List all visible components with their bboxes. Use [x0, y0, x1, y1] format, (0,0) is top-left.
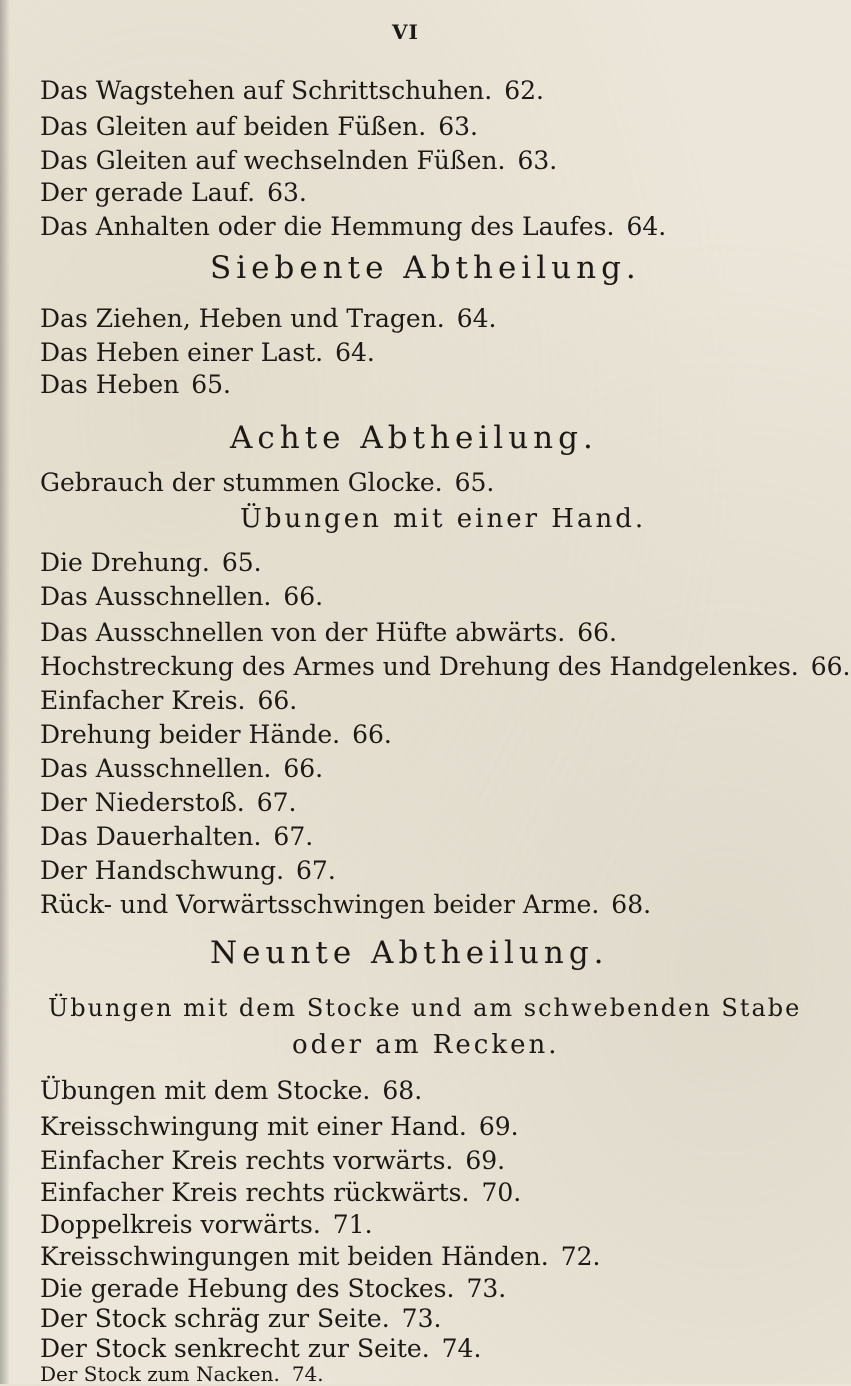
toc-entry: Der Stock schräg zur Seite. 73. — [40, 1304, 442, 1333]
toc-entry: Die gerade Hebung des Stockes. 73. — [40, 1274, 507, 1303]
section-heading-siebente: Siebente Abtheilung. — [210, 250, 641, 286]
toc-entry: Das Heben 65. — [40, 370, 231, 399]
toc-entry: Einfacher Kreis. 66. — [40, 686, 298, 715]
section-subheading-neunte-2: oder am Recken. — [292, 1030, 560, 1060]
toc-entry: Einfacher Kreis rechts rückwärts. 70. — [40, 1178, 522, 1207]
toc-entry: Der gerade Lauf. 63. — [40, 178, 307, 207]
section-heading-neunte: Neunte Abtheilung. — [210, 935, 609, 971]
toc-entry: Das Ziehen, Heben und Tragen. 64. — [40, 304, 497, 333]
toc-entry: Das Ausschnellen von der Hüfte abwärts. 66. — [40, 618, 617, 647]
toc-entry: Drehung beider Hände. 66. — [40, 720, 392, 749]
toc-entry: Das Wagstehen auf Schrittschuhen. 62. — [40, 76, 544, 105]
toc-entry: Das Ausschnellen. 66. — [40, 582, 324, 611]
section-heading-achte: Achte Abtheilung. — [230, 420, 598, 456]
toc-entry: Rück- und Vorwärtsschwingen beider Arme. 68. — [40, 890, 652, 919]
toc-entry: Das Gleiten auf wechselnden Füßen. 63. — [40, 146, 558, 175]
toc-entry: Das Heben einer Last. 64. — [40, 338, 375, 367]
toc-entry: Der Stock zum Nacken. 74. — [40, 1362, 324, 1386]
page-edge-shadow — [0, 0, 10, 1384]
section-subheading-achte: Übungen mit einer Hand. — [240, 504, 647, 534]
toc-entry: Der Handschwung. 67. — [40, 856, 336, 885]
toc-entry: Das Anhalten oder die Hemmung des Laufes. 64. — [40, 212, 667, 241]
toc-entry: Das Ausschnellen. 66. — [40, 754, 324, 783]
toc-entry: Hochstreckung des Armes und Drehung des Handgelenkes. 66. — [40, 652, 851, 681]
toc-entry: Das Gleiten auf beiden Füßen. 63. — [40, 112, 478, 141]
toc-entry: Kreisschwingung mit einer Hand. 69. — [40, 1112, 519, 1141]
toc-entry: Doppelkreis vorwärts. 71. — [40, 1210, 373, 1239]
toc-entry: Das Dauerhalten. 67. — [40, 822, 314, 851]
toc-entry: Die Drehung. 65. — [40, 548, 262, 577]
toc-entry: Kreisschwingungen mit beiden Händen. 72. — [40, 1242, 601, 1271]
toc-entry: Übungen mit dem Stocke. 68. — [40, 1076, 423, 1105]
toc-entry: Der Stock senkrecht zur Seite. 74. — [40, 1334, 482, 1363]
toc-entry: Der Niederstoß. 67. — [40, 788, 297, 817]
section-subheading-neunte: Übungen mit dem Stocke und am schwebenden Stabe — [48, 994, 802, 1022]
toc-entry: Gebrauch der stummen Glocke. 65. — [40, 468, 495, 497]
page-folio: VI — [392, 20, 419, 44]
toc-entry: Einfacher Kreis rechts vorwärts. 69. — [40, 1146, 506, 1175]
